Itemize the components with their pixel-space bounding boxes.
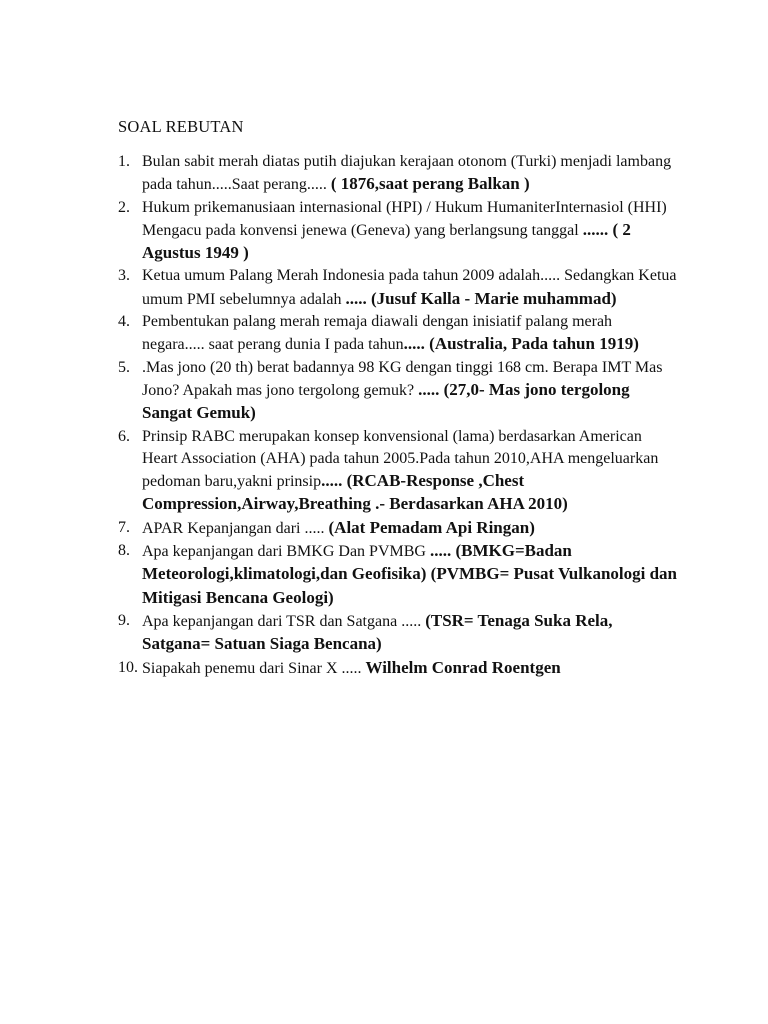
document-title: SOAL REBUTAN (118, 117, 244, 136)
answer-text: ...... ( 2 Agustus 1949 ) (142, 219, 631, 263)
answer-text: ..... (Australia, Pada tahun 1919) (403, 334, 639, 354)
question-text: Ketua umum Palang Merah Indonesia pada tahun 2009 adalah..... Sedangkan Ketua umum PMI sebelumnya adalah (142, 267, 677, 308)
question-item-2 (118, 197, 678, 266)
question-number: 10. (118, 658, 138, 676)
answer-text: ..... (BMKG=Badan Meteorologi,klimatologi,dan Geofisika) (PVMBG= Pusat Vulkanologi dan Mitigasi Bencana Geologi) (142, 541, 678, 607)
question-number: 7. (118, 518, 130, 536)
question-text: Prinsip RABC merupakan konsep konvensional (lama) berdasarkan American Heart Association (AHA) pada tahun 2005.Pada tahun 2010,AHA mengeluarkan pedoman baru,yakni prinsip (142, 427, 659, 491)
question-item-10 (118, 657, 678, 680)
question-text: Hukum prikemanusiaan internasional (HPI) / Hukum HumaniterInternasiol (HHI) Mengacu pada konvensi jenewa (Geneva) yang berlangsung tanggal (142, 198, 667, 239)
question-list (118, 151, 678, 680)
question-text: Bulan sabit merah diatas putih diajukan kerajaan otonom (Turki) menjadi lambang pada tahun.....Saat perang..... (142, 153, 672, 194)
question-text: APAR Kepanjangan dari ..... (142, 519, 329, 537)
question-text: Apa kepanjangan dari BMKG Dan PVMBG (142, 543, 430, 561)
answer-text: (TSR= Tenaga Suka Rela, Satgana= Satuan Siaga Bencana) (142, 610, 613, 654)
question-number: 4. (118, 313, 130, 331)
question-number: 8. (118, 542, 130, 560)
question-item-4 (118, 311, 678, 357)
question-number: 1. (118, 153, 130, 170)
answer-text: ..... (Jusuf Kalla - Marie muhammad) (345, 288, 617, 308)
question-item-7 (118, 517, 678, 540)
question-item-9 (118, 610, 678, 657)
question-text: .Mas jono (20 th) berat badannya 98 KG dengan tinggi 168 cm. Berapa IMT Mas Jono? Apakah mas jono tergolong gemuk? (142, 358, 663, 399)
question-number: 5. (118, 358, 130, 376)
question-number: 2. (118, 198, 130, 216)
question-text: Siapakah penemu dari Sinar X ..... (142, 659, 366, 677)
question-number: 3. (118, 267, 130, 285)
question-item-3 (118, 265, 678, 311)
answer-text: (Alat Pemadam Api Ringan) (328, 517, 535, 537)
answer-text: ( 1876,saat perang Balkan ) (330, 174, 530, 194)
question-item-1 (118, 151, 678, 197)
question-number: 9. (118, 611, 130, 629)
answer-text: ..... (RCAB-Response ,Chest Compression,Airway,Breathing .- Berdasarkan AHA 2010) (142, 471, 568, 514)
question-text: Pembentukan palang merah remaja diawali dengan inisiatif palang merah negara..... saat perang dunia I pada tahun (142, 313, 613, 354)
question-item-8 (118, 540, 678, 610)
question-number: 6. (118, 427, 130, 445)
question-item-6 (118, 426, 678, 517)
answer-text: Wilhelm Conrad Roentgen (365, 657, 561, 677)
question-item-5 (118, 357, 678, 426)
answer-text: ..... (27,0- Mas jono tergolong Sangat Gemuk) (142, 379, 630, 423)
question-text: Apa kepanjangan dari TSR dan Satgana ..... (142, 612, 426, 630)
